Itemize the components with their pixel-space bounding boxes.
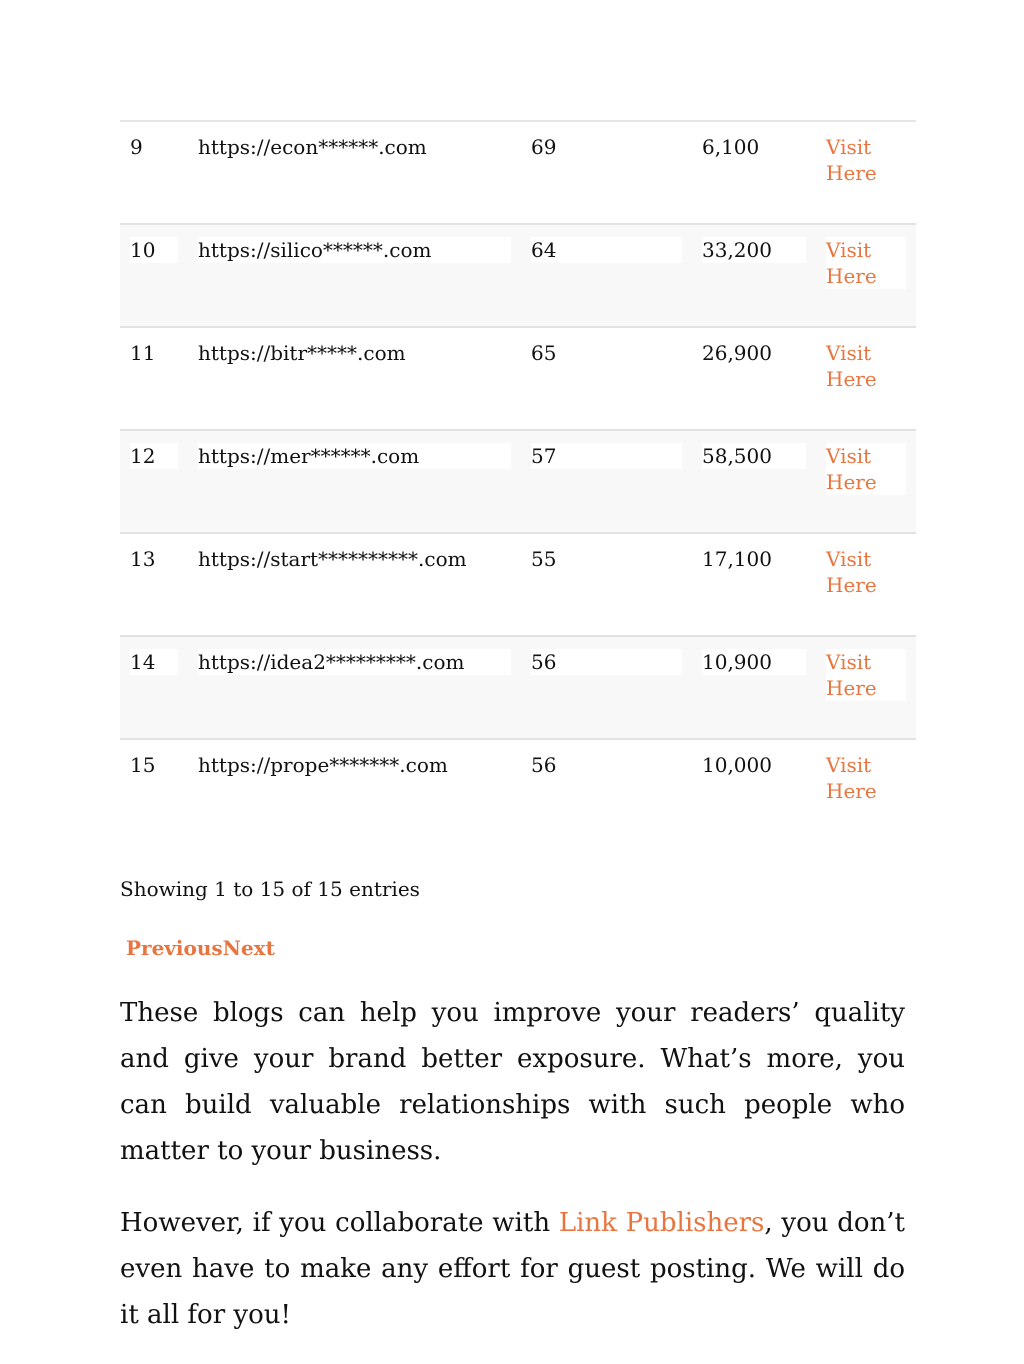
visit-here-link[interactable]: Visit Here: [826, 341, 877, 391]
site-url: https://start**********.com: [198, 547, 467, 571]
visit-cell: [816, 327, 916, 430]
site-url: https://econ******.com: [198, 135, 427, 159]
domain-authority: 69: [531, 135, 557, 159]
row-number-cell: [120, 430, 188, 533]
row-number: 11: [130, 341, 156, 365]
visit-here-link[interactable]: Visit Here: [826, 650, 877, 700]
traffic-value: 10,000: [702, 753, 772, 777]
domain-authority: 55: [531, 547, 557, 571]
traffic-cell: [692, 224, 816, 327]
table-row: [120, 533, 916, 636]
traffic-value: 58,500: [702, 443, 806, 469]
previous-button[interactable]: Previous: [126, 936, 223, 960]
table-row: [120, 739, 916, 842]
paragraph-text: However, if you collaborate with: [120, 1208, 559, 1238]
table-row: [120, 224, 916, 327]
visit-cell: [816, 636, 916, 739]
traffic-cell: [692, 430, 816, 533]
visit-here-link[interactable]: Visit Here: [826, 238, 877, 288]
row-number-cell: [120, 224, 188, 327]
domain-authority-cell: [521, 430, 692, 533]
site-url-cell: [188, 430, 521, 533]
domain-authority: 65: [531, 341, 557, 365]
row-number: 15: [130, 753, 156, 777]
visit-here-link[interactable]: Visit Here: [826, 547, 877, 597]
paragraph-text: , you don’t even have to make any effort for guest posting. We will do it all for you!: [120, 1208, 906, 1330]
site-url: https://idea2*********.com: [198, 649, 511, 675]
visit-cell: [816, 430, 916, 533]
visit-here-link[interactable]: Visit Here: [826, 135, 877, 185]
site-url: https://bitr*****.com: [198, 341, 406, 365]
site-url: https://prope*******.com: [198, 753, 448, 777]
visit-here-link[interactable]: Visit Here: [826, 753, 877, 803]
domain-authority: 64: [531, 237, 682, 263]
guest-post-sites-table: [120, 120, 916, 842]
traffic-cell: [692, 636, 816, 739]
domain-authority-cell: [521, 636, 692, 739]
site-url: https://silico******.com: [198, 237, 511, 263]
visit-cell: [816, 739, 916, 842]
link-publishers-link[interactable]: Link Publishers: [558, 1208, 765, 1238]
page-content: [120, 120, 905, 1364]
table-row: [120, 636, 916, 739]
row-number: 14: [130, 649, 178, 675]
table-row: [120, 327, 916, 430]
visit-cell: [816, 121, 916, 224]
pagination: [120, 936, 905, 960]
domain-authority-cell: [521, 224, 692, 327]
domain-authority: 56: [531, 649, 682, 675]
site-url-cell: [188, 636, 521, 739]
table-row: [120, 121, 916, 224]
body-paragraph: [120, 1200, 905, 1338]
traffic-value: 10,900: [702, 649, 806, 675]
site-url: https://mer******.com: [198, 443, 511, 469]
row-number: 12: [130, 443, 178, 469]
row-number: 9: [130, 135, 143, 159]
traffic-value: 33,200: [702, 237, 806, 263]
table-row: [120, 430, 916, 533]
domain-authority: 56: [531, 753, 557, 777]
row-number-cell: [120, 636, 188, 739]
body-paragraph: These blogs can help you improve your readers’ quality and give your brand better exposure. What’s more, you can build valuable relationships with such people who matter to your business.: [120, 998, 905, 1166]
traffic-value: 26,900: [702, 341, 772, 365]
row-number: 13: [130, 547, 156, 571]
next-button[interactable]: Next: [222, 936, 275, 960]
table-info-text: Showing 1 to 15 of 15 entries: [120, 877, 420, 901]
traffic-value: 17,100: [702, 547, 772, 571]
domain-authority: 57: [531, 443, 682, 469]
traffic-value: 6,100: [702, 135, 760, 159]
visit-cell: [816, 533, 916, 636]
row-number: 10: [130, 237, 178, 263]
visit-here-link[interactable]: Visit Here: [826, 444, 877, 494]
visit-cell: [816, 224, 916, 327]
site-url-cell: [188, 224, 521, 327]
